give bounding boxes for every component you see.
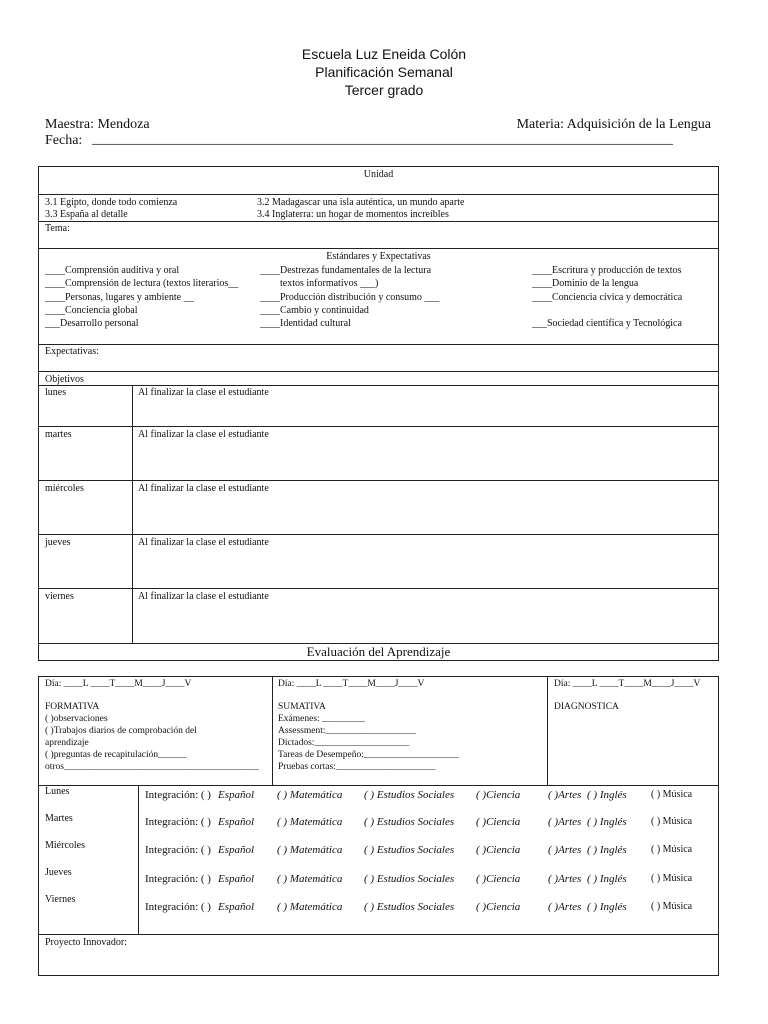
standard-item: ____Identidad cultural (260, 318, 351, 329)
integration-subject[interactable]: ( )Ciencia (476, 844, 521, 856)
integration-day: Miércoles (45, 840, 85, 851)
standard-item: ____Producción distribución y consumo ___ (260, 292, 440, 303)
integration-day: Viernes (45, 894, 76, 905)
formativa-item: aprendizaje (45, 738, 89, 748)
tema-label: Tema: (45, 223, 70, 234)
integration-subject[interactable]: ( ) Estudios Sociales (364, 873, 455, 885)
unit-item: 3.1 Egipto, donde todo comienza (45, 197, 178, 208)
standard-item: ____Personas, lugares y ambiente __ (45, 292, 194, 303)
integration-subject[interactable]: ( )Artes (548, 789, 582, 801)
sumativa-item: Assessment:___________________ (278, 726, 416, 736)
integration-label: Integración: ( ) (145, 789, 211, 801)
objectives-label: Objetivos (45, 374, 84, 385)
unit-item: 3.2 Madagascar una isla auténtica, un mundo aparte (257, 197, 465, 208)
integration-subject[interactable]: ( ) Matemática (277, 873, 343, 885)
integration-label: Integración: ( ) (145, 901, 211, 913)
sumativa-item: Pruebas cortas:_____________________ (278, 762, 436, 772)
standards-title: Estándares y Expectativas (326, 251, 431, 262)
integration-subject[interactable]: ( ) Inglés (587, 789, 627, 801)
date-label: Fecha: (45, 133, 83, 148)
day-selector: Día: ____L ____T____M____J____V (45, 679, 192, 689)
formativa-item: ( )preguntas de recapitulación______ (45, 750, 187, 760)
integration-subject[interactable]: ( ) Inglés (587, 901, 627, 913)
objective-stem: Al finalizar la clase el estudiante (138, 429, 269, 440)
diagnostica-title: DIAGNOSTICA (554, 702, 619, 712)
subject-label: Materia: Adquisición de la Lengua (516, 117, 711, 132)
integration-subject[interactable]: ( ) Inglés (587, 816, 627, 828)
sumativa-item: Dictados:____________________ (278, 738, 410, 748)
integration-subject[interactable]: ( )Artes (548, 873, 582, 885)
standard-item: ___Sociedad científica y Tecnológica (532, 318, 682, 329)
integration-subject[interactable]: ( ) Inglés (587, 844, 627, 856)
integration-subject[interactable]: ( ) Música (651, 844, 693, 855)
standard-item: ____Conciencia cívica y democrática (532, 292, 683, 303)
standard-item: textos informativos ___) (280, 278, 379, 289)
objective-day: lunes (45, 387, 67, 398)
integration-subject[interactable]: ( ) Inglés (587, 873, 627, 885)
integration-subject[interactable]: Español (218, 816, 255, 828)
integration-subject[interactable]: ( )Artes (548, 901, 582, 913)
standard-item: ____Cambio y continuidad (260, 305, 369, 316)
integration-day: Lunes (45, 786, 70, 797)
objective-day: miércoles (45, 483, 84, 494)
project-label: Proyecto Innovador: (45, 937, 127, 948)
integration-subject[interactable]: ( ) Estudios Sociales (364, 816, 455, 828)
integration-subject[interactable]: ( ) Música (651, 901, 693, 912)
standard-item: ____Escritura y producción de textos (532, 265, 682, 276)
integration-subject[interactable]: ( ) Música (651, 816, 693, 827)
integration-subject[interactable]: Español (218, 901, 255, 913)
school-name: Escuela Luz Eneida Colón (301, 46, 467, 62)
integration-subject[interactable]: ( ) Estudios Sociales (364, 844, 455, 856)
integration-subject[interactable]: ( ) Matemática (277, 789, 343, 801)
date-line: ___________________________________________________________________________________ (92, 132, 673, 147)
integration-subject[interactable]: ( ) Matemática (277, 844, 343, 856)
objective-day: jueves (45, 537, 71, 548)
integration-label: Integración: ( ) (145, 816, 211, 828)
standard-item: ____Comprensión auditiva y oral (45, 265, 180, 276)
integration-subject[interactable]: ( ) Música (651, 873, 693, 884)
teacher-label: Maestra: Mendoza (45, 117, 150, 132)
day-selector: Día: ____L ____T____M____J____V (278, 679, 425, 689)
unit-item: 3.4 Inglaterra: un hogar de momentos increíbles (257, 209, 449, 220)
integration-subject[interactable]: Español (218, 873, 255, 885)
integration-subject[interactable]: ( )Artes (548, 816, 582, 828)
objective-stem: Al finalizar la clase el estudiante (138, 537, 269, 548)
integration-subject[interactable]: ( )Artes (548, 844, 582, 856)
integration-subject[interactable]: ( )Ciencia (476, 901, 521, 913)
integration-subject[interactable]: ( ) Música (651, 789, 693, 800)
sumativa-title: SUMATIVA (278, 702, 326, 712)
integration-subject[interactable]: ( ) Estudios Sociales (364, 901, 455, 913)
standard-item: ____Comprensión de lectura (textos literarios__ (45, 278, 239, 289)
objective-day: viernes (45, 591, 74, 602)
objective-day: martes (45, 429, 72, 440)
standard-item: ____Dominio de la lengua (532, 278, 639, 289)
standard-item: ____Destrezas fundamentales de la lectura (260, 265, 432, 276)
integration-subject[interactable]: ( )Ciencia (476, 873, 521, 885)
expectations-label: Expectativas: (45, 346, 99, 357)
integration-subject[interactable]: ( )Ciencia (476, 816, 521, 828)
grade-label: Tercer grado (344, 82, 424, 98)
standard-item: ___Desarrollo personal (45, 318, 139, 329)
formativa-item: ( )observaciones (45, 714, 108, 724)
day-selector: Día: ____L ____T____M____J____V (554, 679, 701, 689)
unidad-header: Unidad (363, 169, 394, 180)
integration-subject[interactable]: ( ) Matemática (277, 816, 343, 828)
objective-stem: Al finalizar la clase el estudiante (138, 387, 269, 398)
formativa-item: ( )Trabajos diarios de comprobación del (45, 726, 197, 736)
formativa-title: FORMATIVA (45, 702, 100, 712)
sumativa-item: Tareas de Desempeño:____________________ (278, 750, 459, 760)
evaluation-title: Evaluación del Aprendizaje (306, 644, 451, 659)
integration-subject[interactable]: ( ) Estudios Sociales (364, 789, 455, 801)
standard-item: ____Conciencia global (45, 305, 138, 316)
integration-day: Martes (45, 813, 73, 824)
objective-stem: Al finalizar la clase el estudiante (138, 591, 269, 602)
integration-label: Integración: ( ) (145, 873, 211, 885)
sumativa-item: Exámenes: _________ (278, 714, 365, 724)
integration-subject[interactable]: Español (218, 789, 255, 801)
integration-subject[interactable]: Español (218, 844, 255, 856)
integration-day: Jueves (45, 867, 72, 878)
integration-subject[interactable]: ( ) Matemática (277, 901, 343, 913)
planning-table (38, 166, 719, 661)
integration-subject[interactable]: ( )Ciencia (476, 789, 521, 801)
document-title: Planificación Semanal (315, 64, 453, 80)
integration-label: Integración: ( ) (145, 844, 211, 856)
objective-stem: Al finalizar la clase el estudiante (138, 483, 269, 494)
formativa-item: otros_________________________________________ (45, 762, 259, 772)
unit-item: 3.3 España al detalle (45, 209, 128, 220)
